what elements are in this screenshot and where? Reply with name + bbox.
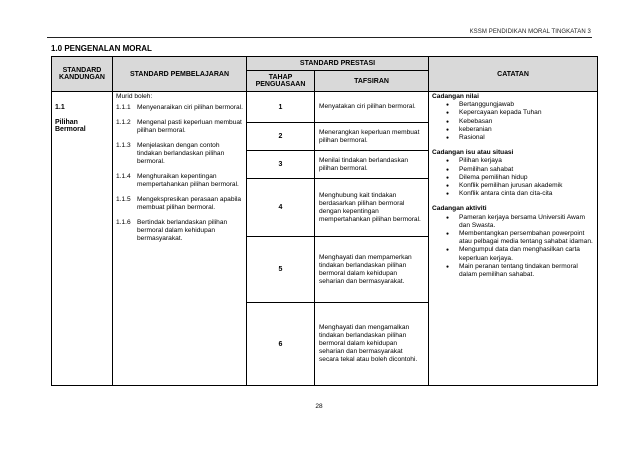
bullet-icon: ● [445, 247, 450, 254]
list-item-text: Pilihan kerjaya [459, 157, 502, 165]
header-tafsiran: TAFSIRAN [315, 71, 429, 92]
list-item [432, 157, 594, 165]
sp-item-text: Menjelaskan dengan contoh tindakan berlandaskan pilihan bermoral. [137, 142, 225, 165]
bullet-icon: ● [445, 102, 450, 109]
catatan-isu-heading: Cadangan isu atau situasi [432, 149, 514, 157]
list-item-text: Pemilihan sahabat [459, 165, 514, 173]
level-cell: 3 [247, 151, 315, 179]
curriculum-table [51, 56, 598, 386]
list-item-text: Konflik antara cinta dan cita-cita [459, 190, 553, 198]
list-item [432, 166, 594, 174]
header-standard-pembelajaran: STANDARD PEMBELAJARAN [113, 57, 247, 92]
sp-item [116, 173, 243, 189]
list-item-text: Konflik pemilihan jurusan akademik [459, 182, 563, 190]
header-tahap-penguasaan: TAHAP PENGUASAAN [247, 71, 315, 92]
bullet-icon: ● [445, 231, 450, 238]
bullet-icon: ● [445, 110, 450, 117]
level-cell: 4 [247, 179, 315, 237]
header-standard-prestasi: STANDARD PRESTASI [247, 57, 429, 71]
sp-lead: Murid boleh: [116, 93, 153, 100]
standard-pembelajaran-cell [113, 92, 247, 386]
list-item [432, 101, 594, 109]
list-item [432, 263, 594, 279]
sp-item [116, 104, 243, 112]
sp-item [116, 219, 243, 243]
list-item-text: Pameran kerjaya bersama Universiti Awam dan Swasta. [459, 213, 585, 229]
header-rule [47, 37, 592, 38]
sp-item [116, 142, 243, 166]
list-item-text: Kepercayaan kepada Tuhan [459, 109, 542, 117]
sp-item-text: Menghuraikan kepentingan mempertahankan pilihan bermoral. [137, 173, 239, 188]
tafsiran-cell: Menghayati dan mengamalkan tindakan berlandaskan pilihan bermoral dalam kehidupan seharian dan bermasyarakat secara tekal atau boleh dicontohi. [315, 303, 429, 386]
sp-item-no: 1.1.4 [116, 173, 131, 180]
bullet-icon: ● [445, 166, 450, 173]
list-item [432, 246, 594, 262]
bullet-icon: ● [445, 214, 450, 221]
sp-item-no: 1.1.5 [116, 196, 131, 203]
list-item [432, 109, 594, 117]
list-item [432, 190, 594, 198]
sp-item-no: 1.1.2 [116, 119, 131, 126]
header-standard-kandungan: STANDARD KANDUNGAN [52, 57, 113, 92]
sp-item-no: 1.1.1 [116, 104, 131, 111]
tafsiran-cell: Menerangkan keperluan membuat pilihan bermoral. [315, 123, 429, 151]
header-catatan: CATATAN [429, 57, 598, 92]
catatan-aktiviti-heading: Cadangan aktiviti [432, 205, 487, 213]
list-item-text: Rasional [459, 134, 485, 142]
bullet-icon: ● [445, 183, 450, 190]
sk-code: 1.1 [55, 104, 65, 111]
list-item-text: Main peranan tentang tindakan bermoral dalam pemilihan sahabat. [459, 262, 578, 279]
bullet-icon: ● [445, 158, 450, 165]
bullet-icon: ● [445, 118, 450, 125]
tafsiran-cell: Menghubung kait tindakan berdasarkan pilihan bermoral dengan kepentingan mempertahankan pilihan bermoral. [315, 179, 429, 237]
tafsiran-cell: Menghayati dan mempamerkan tindakan berlandaskan pilihan bermoral dalam kehidupan seharian dan bermasyarakat. [315, 237, 429, 303]
tafsiran-cell: Menyatakan ciri pilihan bermoral. [315, 92, 429, 123]
list-item-text: Membentangkan persembahan powerpoint atau pelbagai media tentang sahabat idaman. [459, 230, 593, 246]
bullet-icon: ● [445, 191, 450, 198]
sp-item-no: 1.1.3 [116, 142, 131, 149]
sp-item-no: 1.1.6 [116, 219, 131, 226]
list-item [432, 182, 594, 190]
sp-item-text: Menyenaraikan ciri pilihan bermoral. [137, 104, 243, 111]
list-item [432, 230, 594, 246]
catatan-cell [429, 92, 598, 386]
tafsiran-cell: Menilai tindakan berlandaskan pilihan bermoral. [315, 151, 429, 179]
list-item-text: Kebebasan [459, 117, 493, 125]
catatan-nilai-heading: Cadangan nilai [432, 93, 479, 100]
sp-item-text: Bertindak berlandaskan pilihan bermoral dalam kehidupan bermasyarakat. [137, 219, 228, 242]
list-item [432, 214, 594, 230]
list-item [432, 134, 594, 142]
sp-item-text: Mengenal pasti keperluan membuat pilihan bermoral. [137, 119, 242, 134]
sp-item-text: Mengekspresikan perasaan apabila membuat pilihan bermoral. [137, 196, 242, 211]
level-cell: 5 [247, 237, 315, 303]
list-item [432, 118, 594, 126]
level-cell: 6 [247, 303, 315, 386]
sk-title: Pilihan Bermoral [55, 119, 86, 133]
page-number: 28 [315, 403, 323, 410]
level-cell: 1 [247, 92, 315, 123]
list-item [432, 126, 594, 134]
catatan-aktiviti-list [432, 214, 594, 280]
section-title: 1.0 PENGENALAN MORAL [51, 44, 152, 53]
list-item-text: Dilema pemilihan hidup [459, 173, 528, 181]
level-cell: 2 [247, 123, 315, 151]
list-item-text: Bertanggungjawab [459, 101, 515, 109]
bullet-icon: ● [445, 126, 450, 133]
catatan-isu-list [432, 157, 594, 198]
sp-item [116, 119, 243, 135]
list-item [432, 174, 594, 182]
bullet-icon: ● [445, 135, 450, 142]
sp-item [116, 196, 243, 212]
catatan-nilai-list [432, 101, 594, 142]
list-item-text: Mengumpul data dan menghasilkan carta keperluan kerjaya. [459, 246, 580, 262]
list-item-text: keberanian [459, 125, 492, 133]
bullet-icon: ● [445, 263, 450, 270]
bullet-icon: ● [445, 174, 450, 181]
running-header: KSSM PENDIDIKAN MORAL TINGKATAN 3 [469, 29, 591, 35]
standard-kandungan-cell [52, 92, 113, 386]
